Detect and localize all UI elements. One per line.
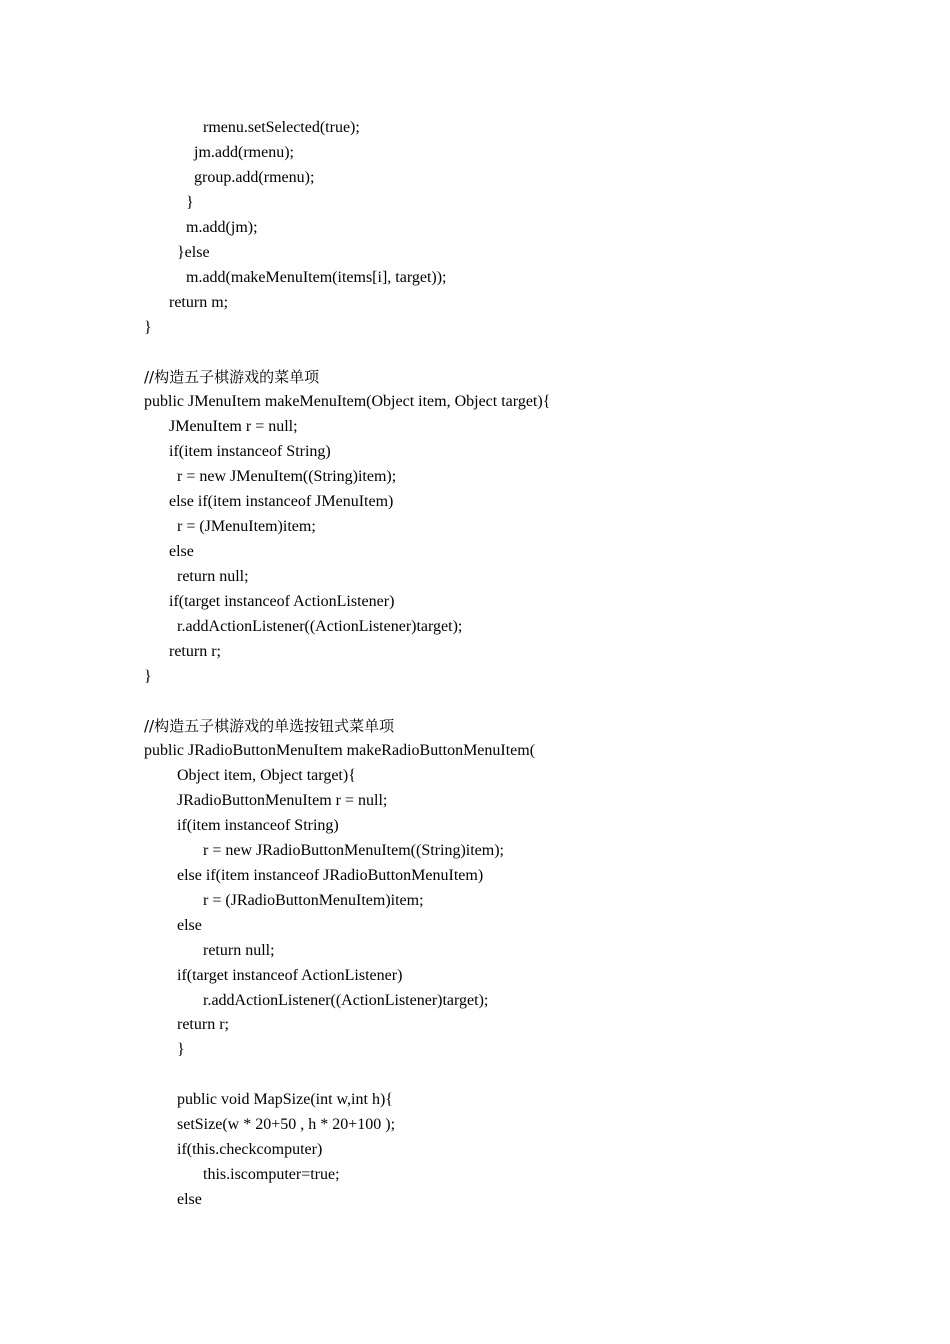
code-line: r.addActionListener((ActionListener)target); — [177, 618, 463, 635]
code-line: JMenuItem r = null; — [169, 418, 298, 435]
code-line: if(target instanceof ActionListener) — [177, 967, 403, 984]
code-line: else — [169, 543, 194, 560]
code-line: m.add(jm); — [186, 219, 258, 236]
code-line: return null; — [177, 568, 249, 585]
code-comment: //构造五子棋游戏的单选按钮式菜单项 — [144, 717, 395, 735]
code-line: rmenu.setSelected(true); — [203, 119, 360, 136]
code-line: } — [144, 668, 152, 685]
code-comment: //构造五子棋游戏的菜单项 — [144, 368, 320, 386]
code-line: r = (JRadioButtonMenuItem)item; — [203, 892, 424, 909]
code-line: JRadioButtonMenuItem r = null; — [177, 792, 388, 809]
code-line: } — [186, 194, 194, 211]
code-line: else if(item instanceof JMenuItem) — [169, 493, 394, 510]
code-line: r = new JMenuItem((String)item); — [177, 468, 397, 485]
code-line: return r; — [169, 643, 221, 660]
code-line: }else — [177, 244, 210, 261]
code-line: if(this.checkcomputer) — [177, 1141, 323, 1158]
code-line: public JMenuItem makeMenuItem(Object item, Object target){ — [144, 393, 551, 410]
code-line: public JRadioButtonMenuItem makeRadioButtonMenuItem( — [144, 742, 536, 759]
code-line: else if(item instanceof JRadioButtonMenuItem) — [177, 867, 484, 884]
code-line: if(item instanceof String) — [169, 443, 331, 460]
code-line: } — [177, 1041, 185, 1058]
code-line: else — [177, 1191, 202, 1208]
code-line: return m; — [169, 294, 229, 311]
code-line: if(item instanceof String) — [177, 817, 339, 834]
code-line: setSize(w * 20+50 , h * 20+100 ); — [177, 1116, 396, 1133]
code-line: this.iscomputer=true; — [203, 1166, 340, 1183]
code-line: m.add(makeMenuItem(items[i], target)); — [186, 269, 447, 286]
code-line: if(target instanceof ActionListener) — [169, 593, 395, 610]
code-line: public void MapSize(int w,int h){ — [177, 1091, 393, 1108]
code-line: else — [177, 917, 202, 934]
code-line: return r; — [177, 1016, 229, 1033]
code-line: r = (JMenuItem)item; — [177, 518, 316, 535]
code-line: r = new JRadioButtonMenuItem((String)item); — [203, 842, 504, 859]
code-line: r.addActionListener((ActionListener)target); — [203, 992, 489, 1009]
code-line: } — [144, 319, 152, 336]
code-line: return null; — [203, 942, 275, 959]
code-line: group.add(rmenu); — [194, 169, 315, 186]
code-line: jm.add(rmenu); — [194, 144, 294, 161]
code-line: Object item, Object target){ — [177, 767, 356, 784]
